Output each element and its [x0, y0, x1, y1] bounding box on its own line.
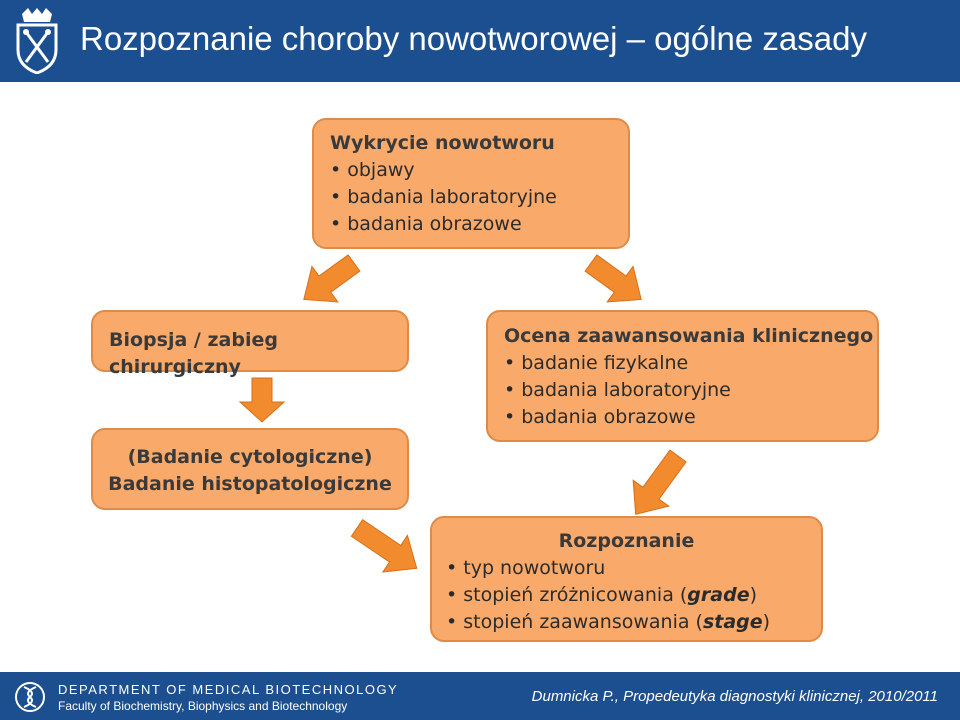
- arrow-detection-to-biopsy: [291, 245, 367, 317]
- staging-title: Ocena zaawansowania klinicznego: [504, 325, 874, 347]
- staging-item: • badanie fizykalne: [504, 350, 877, 377]
- staging-item: • badania obrazowe: [504, 404, 877, 431]
- diagnosis-item-grade: • stopień zróżnicowania (grade): [446, 582, 821, 609]
- stage-term: stage: [702, 611, 763, 633]
- staging-box: [486, 310, 879, 442]
- diagnosis-item: • typ nowotworu: [446, 555, 821, 582]
- page-title: Rozpoznanie choroby nowotworowej – ogólne zasady: [80, 20, 867, 57]
- diagnosis-title: Rozpoznanie: [558, 530, 695, 552]
- exam-box: [91, 428, 409, 510]
- grade-term: grade: [687, 584, 750, 606]
- department-name: DEPARTMENT OF MEDICAL BIOTECHNOLOGY: [58, 682, 399, 697]
- arrow-detection-to-staging: [578, 245, 654, 317]
- arrow-staging-to-diagnosis: [618, 443, 696, 527]
- detection-box: [312, 118, 630, 249]
- detection-item: • badania laboratoryjne: [330, 184, 628, 211]
- exam-line-histopathology: Badanie histopatologiczne: [108, 473, 392, 495]
- diagnosis-item-stage: • stopień zaawansowania (stage): [446, 609, 821, 636]
- staging-item: • badania laboratoryjne: [504, 377, 877, 404]
- exam-line-cytology: (Badanie cytologiczne): [127, 446, 373, 468]
- dna-logo-icon: [14, 681, 46, 713]
- footer-bar: [0, 672, 960, 720]
- university-crest-icon: [12, 8, 62, 74]
- diagnosis-box: [430, 516, 823, 642]
- arrow-biopsy-to-exam: [240, 378, 284, 422]
- detection-item: • badania obrazowe: [330, 211, 628, 238]
- detection-item: • objawy: [330, 157, 628, 184]
- faculty-name: Faculty of Biochemistry, Biophysics and Biotechnology: [58, 699, 348, 713]
- biopsy-box: [91, 310, 409, 378]
- arrow-exam-to-diagnosis: [345, 510, 429, 587]
- header-bar: [0, 0, 960, 82]
- citation: Dumnicka P., Propedeutyka diagnostyki klinicznej, 2010/2011: [531, 688, 938, 705]
- diagnosis-flow-diagram: [0, 82, 960, 672]
- biopsy-title: Biopsja / zabieg chirurgiczny: [109, 329, 278, 378]
- detection-title: Wykrycie nowotworu: [330, 132, 555, 154]
